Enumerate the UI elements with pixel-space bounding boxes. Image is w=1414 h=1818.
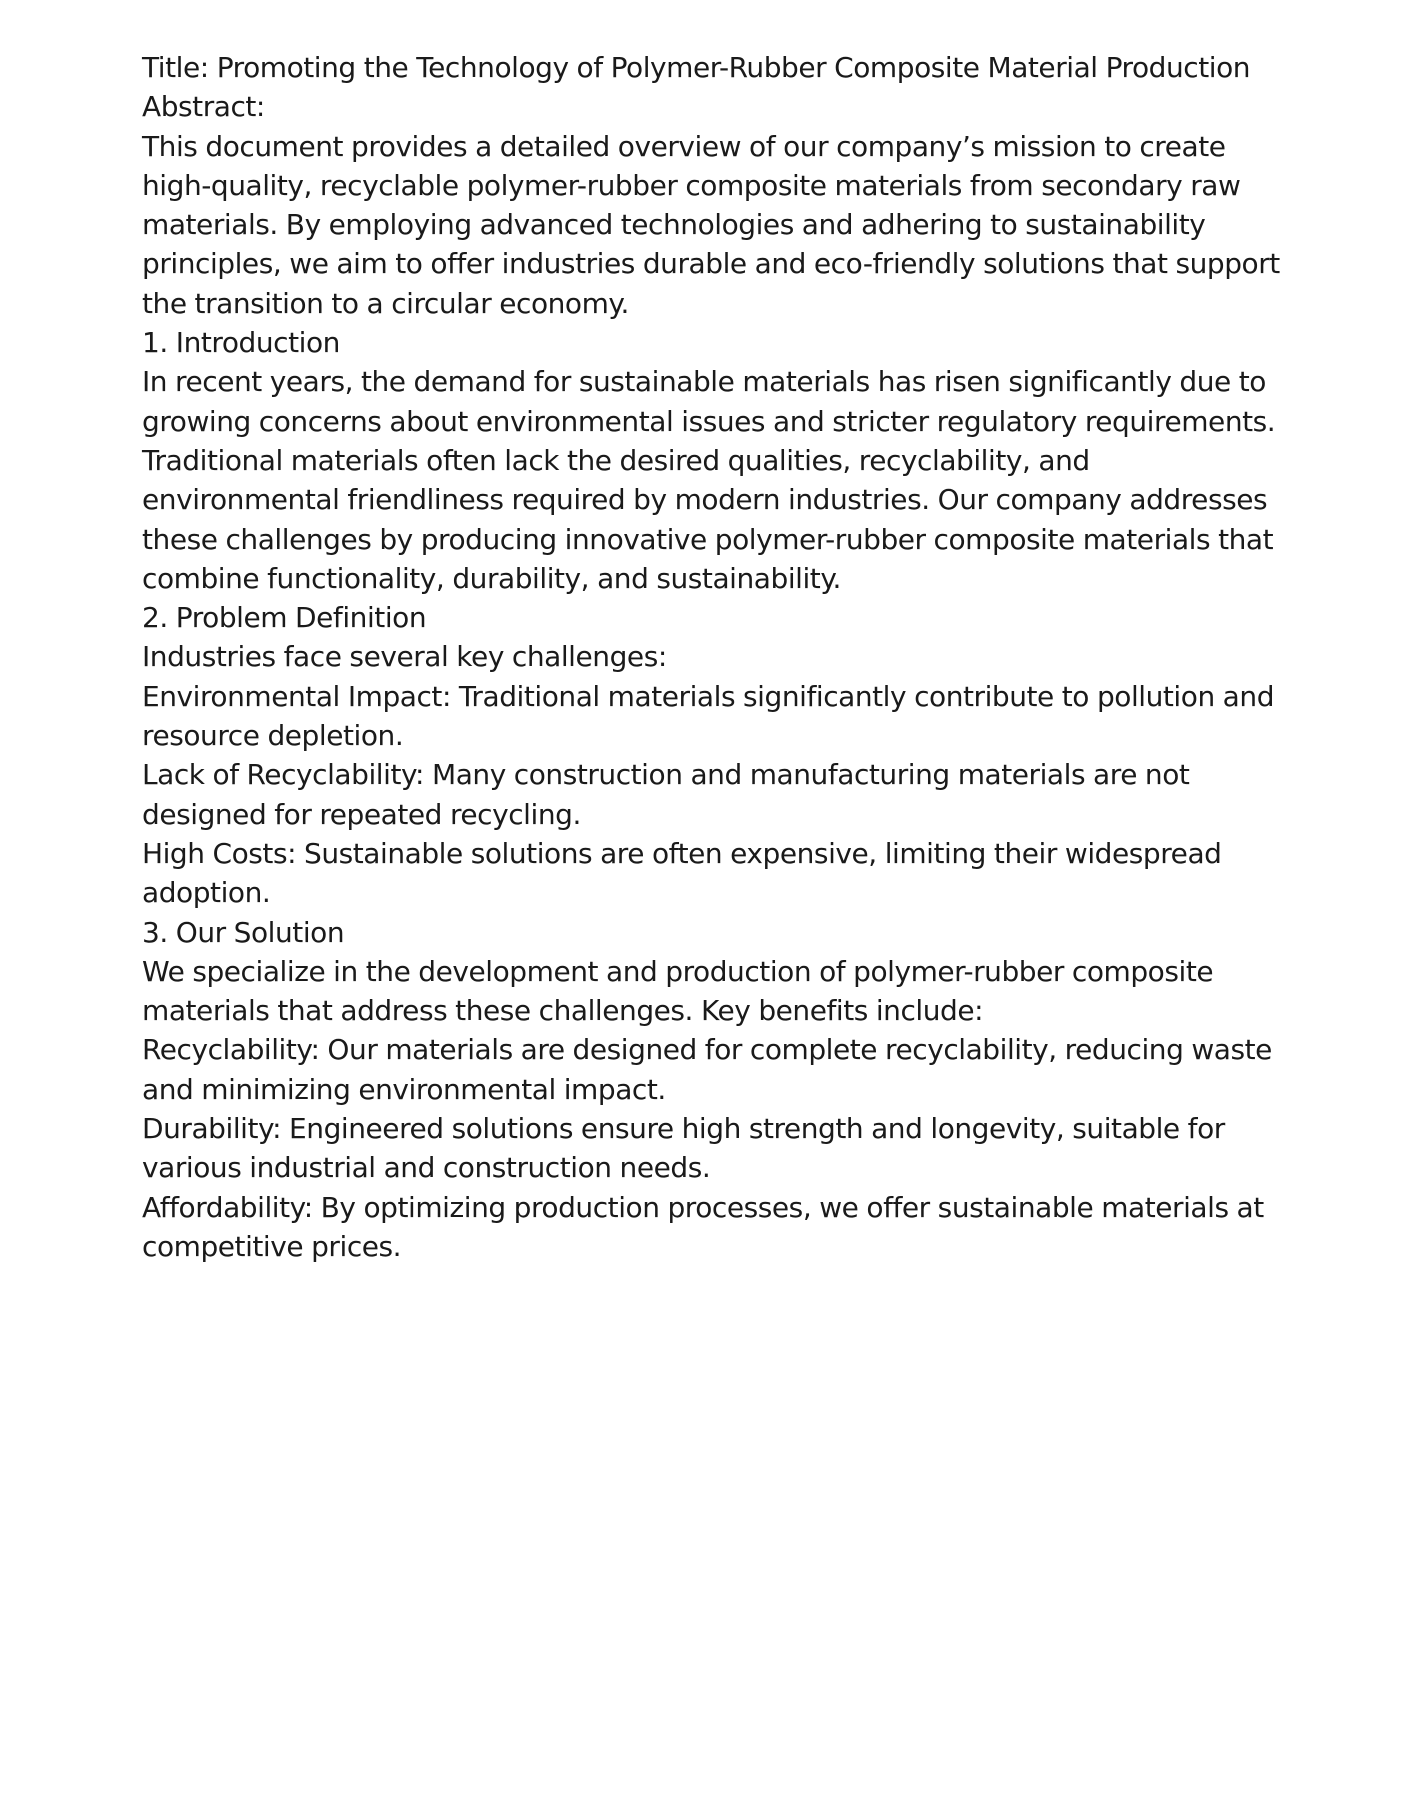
section-heading-problem-definition: 2. Problem Definition (142, 601, 427, 635)
abstract-heading: Abstract: (142, 90, 265, 124)
abstract-paragraph: This document provides a detailed overview of our company’s mission to create high-quality, recyclable polymer-rubber composite materials from secondary raw materials. By employing advanced technologies and adhering to sustainability principles, we aim to offer industries durable and eco-friendly solutions that support the transition to a circular economy. (142, 129, 1280, 320)
benefit-item: Affordability: By optimizing production processes, we offer sustainable materials at competitive prices. (142, 1190, 1264, 1263)
document-page (142, 48, 1282, 1266)
section-heading-our-solution: 3. Our Solution (142, 915, 345, 949)
challenge-item: Environmental Impact: Traditional materials significantly contribute to pollution and resource depletion. (142, 679, 1275, 753)
benefit-item: Recyclability: Our materials are designed for complete recyclability, reducing waste and minimizing environmental impact. (142, 1033, 1272, 1106)
challenge-item: High Costs: Sustainable solutions are often expensive, limiting their widespread adoption. (142, 836, 1222, 910)
paragraph: We specialize in the development and production of polymer-rubber composite materials that address these challenges. Key benefits include: (142, 954, 1214, 1028)
paragraph: Industries face several key challenges: (142, 640, 667, 674)
paragraph: In recent years, the demand for sustainable materials has risen significantly due to growing concerns about environmental issues and stricter regulatory requirements. Traditional materials often lack the desired qualities, recyclability, and environmental friendliness required by modern industries. Our company addresses these challenges by producing innovative polymer-rubber composite materials that combine functionality, durability, and sustainability. (142, 365, 1276, 595)
benefit-item: Durability: Engineered solutions ensure high strength and longevity, suitable for various industrial and construction needs. (142, 1112, 1225, 1185)
section-heading-introduction: 1. Introduction (142, 326, 340, 360)
challenge-item: Lack of Recyclability: Many construction and manufacturing materials are not designed for repeated recycling. (142, 758, 1190, 831)
document-title: Title: Promoting the Technology of Polymer-Rubber Composite Material Production (142, 51, 1251, 84)
